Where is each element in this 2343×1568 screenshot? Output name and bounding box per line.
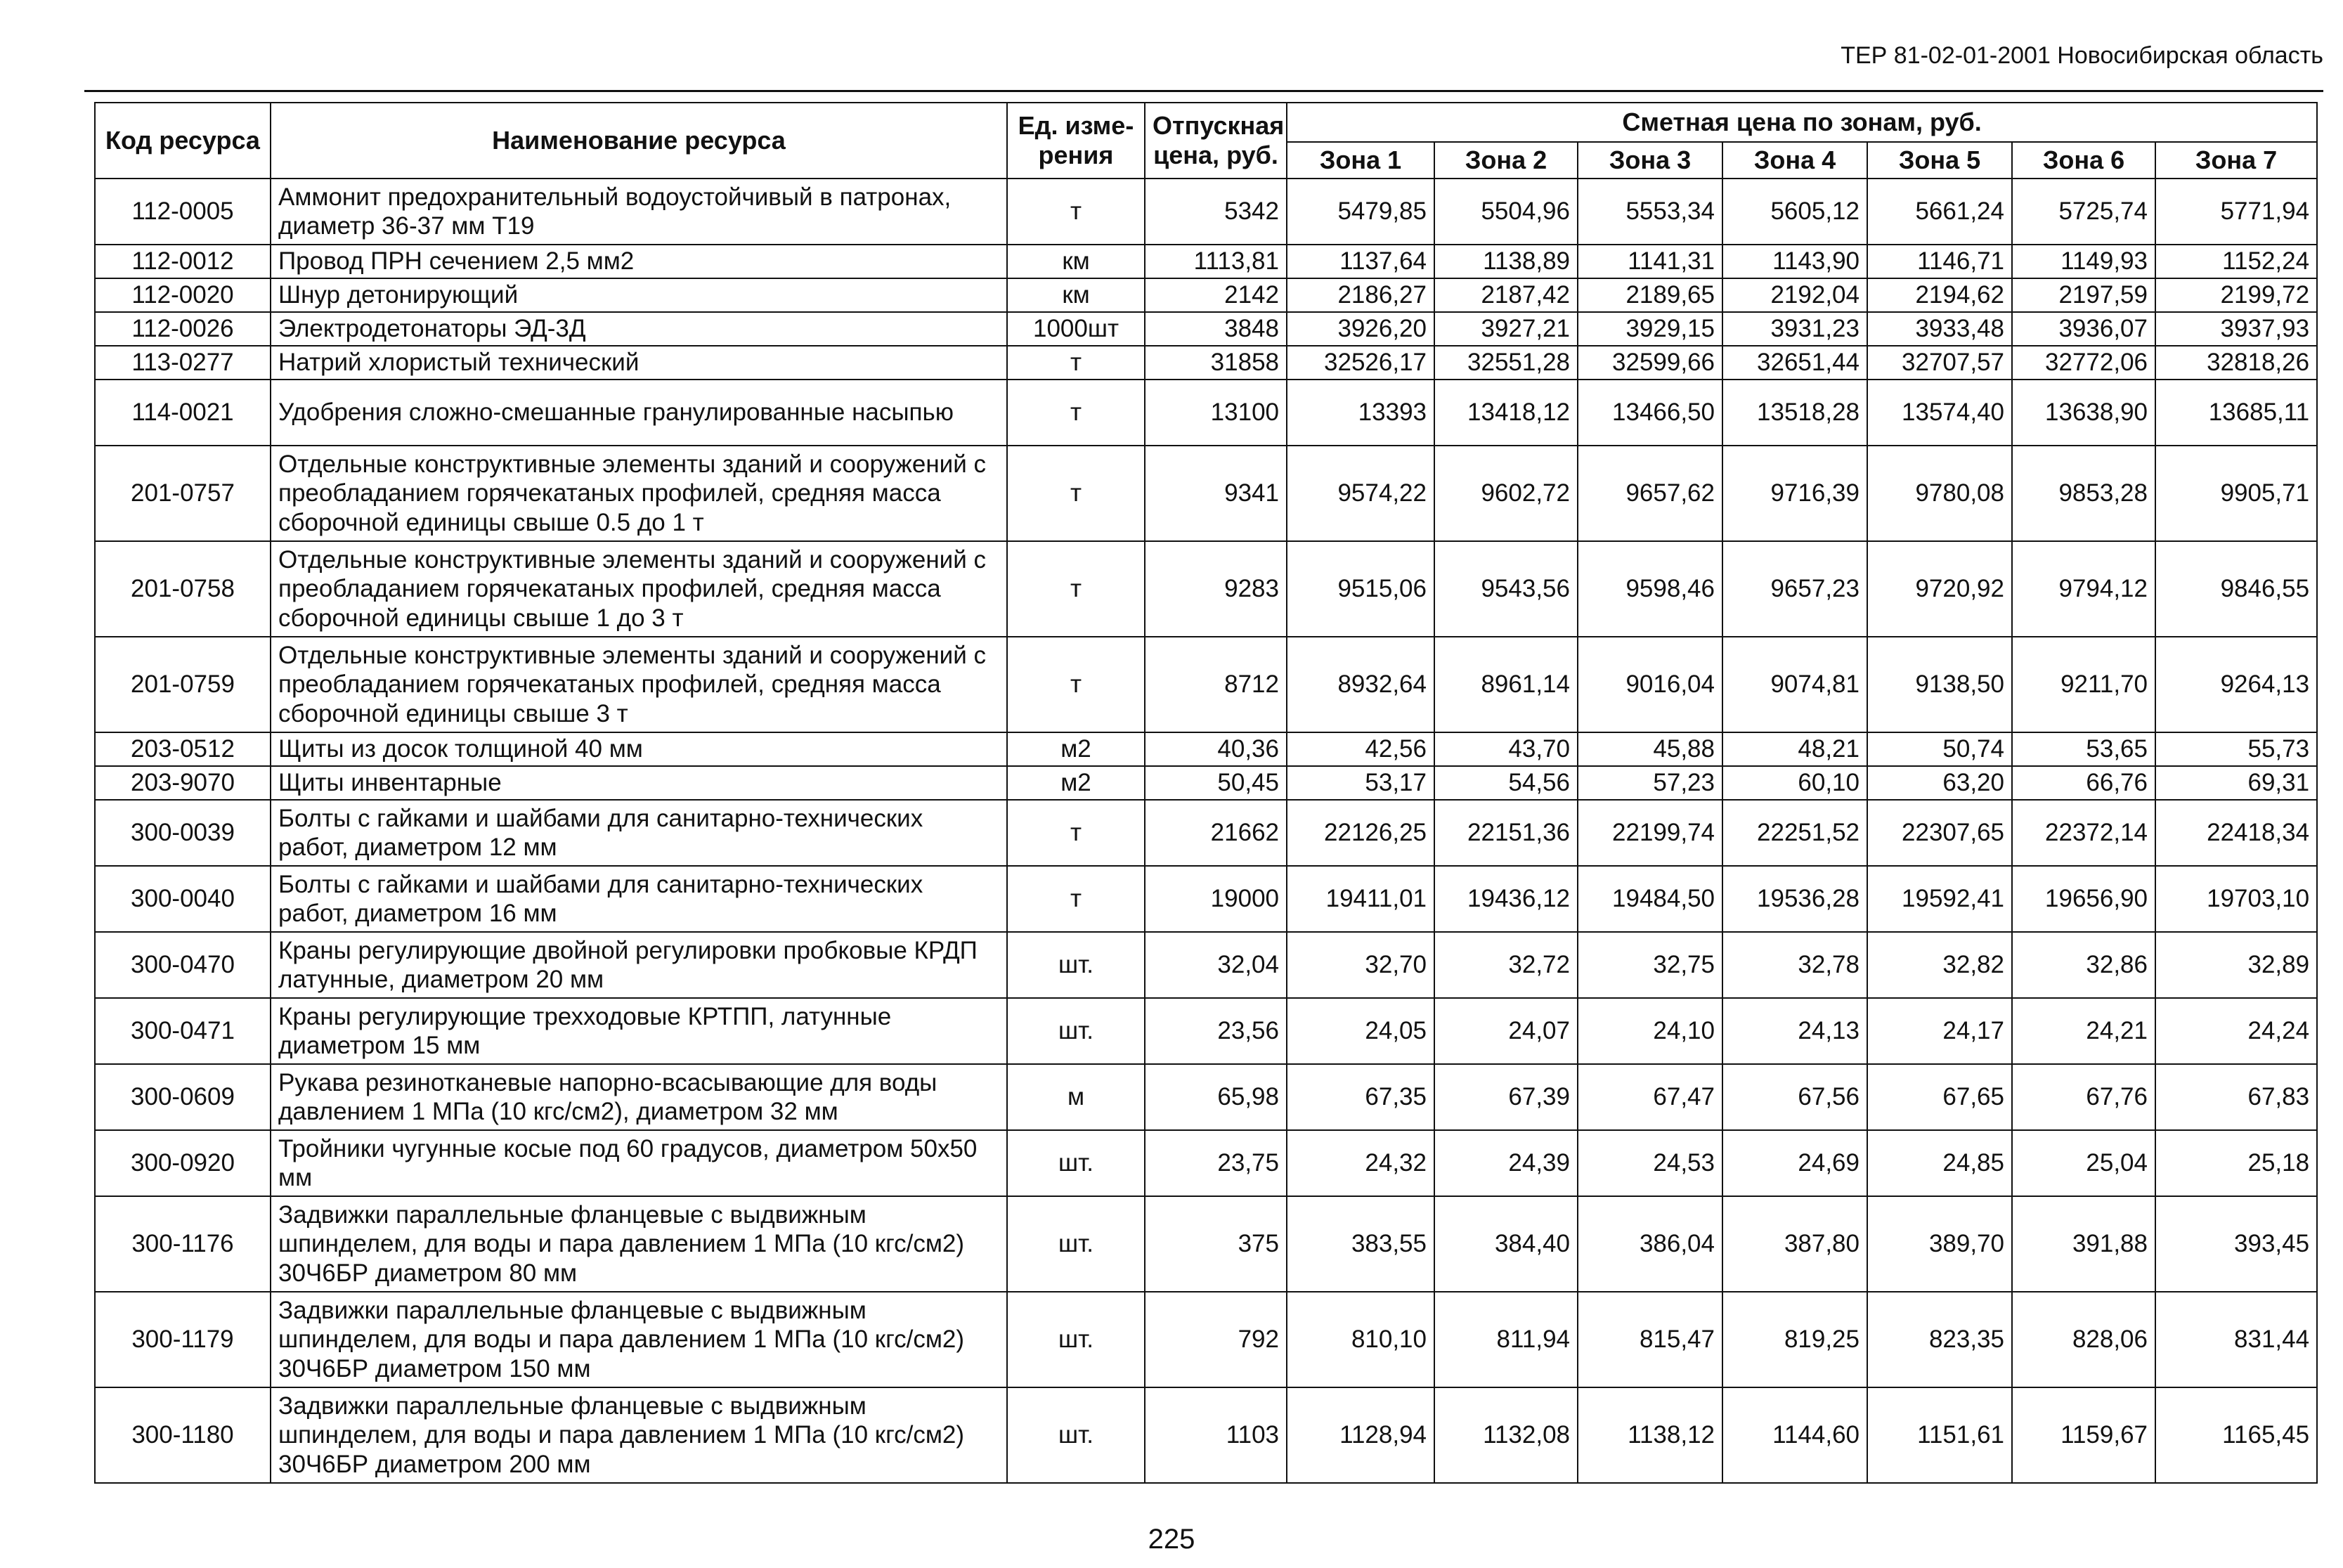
release-price-cell: 40,36	[1145, 732, 1287, 766]
col-header-zone-6: Зона 6	[2012, 142, 2155, 179]
zone-1-price-cell: 24,05	[1287, 998, 1434, 1064]
zone-5-price-cell: 19592,41	[1867, 866, 2012, 932]
col-header-unit: Ед. изме-рения	[1007, 103, 1145, 179]
unit-cell: км	[1007, 245, 1145, 278]
zone-1-price-cell: 8932,64	[1287, 637, 1434, 732]
zone-2-price-cell: 13418,12	[1434, 380, 1578, 446]
unit-cell: т	[1007, 179, 1145, 245]
zone-6-price-cell: 9794,12	[2012, 541, 2155, 637]
resource-name-cell: Тройники чугунные косые под 60 градусов, диаметром 50х50 мм	[271, 1130, 1007, 1196]
zone-6-price-cell: 9211,70	[2012, 637, 2155, 732]
resource-code-cell: 203-9070	[95, 766, 271, 800]
zone-3-price-cell: 13466,50	[1578, 380, 1722, 446]
unit-cell: 1000шт	[1007, 312, 1145, 346]
zone-7-price-cell: 24,24	[2155, 998, 2317, 1064]
resource-code-cell: 203-0512	[95, 732, 271, 766]
zone-6-price-cell: 5725,74	[2012, 179, 2155, 245]
zone-5-price-cell: 9138,50	[1867, 637, 2012, 732]
zone-4-price-cell: 19536,28	[1722, 866, 1867, 932]
zone-7-price-cell: 9264,13	[2155, 637, 2317, 732]
col-header-zone-4: Зона 4	[1722, 142, 1867, 179]
zone-2-price-cell: 811,94	[1434, 1292, 1578, 1387]
table-row	[95, 446, 2317, 541]
zone-2-price-cell: 9602,72	[1434, 446, 1578, 541]
resource-name-cell: Отдельные конструктивные элементы зданий и сооружений с преобладанием горячекатаных профилей, средняя масса сборочной единицы свыше 0.5 до 1 т	[271, 446, 1007, 541]
resource-code-cell: 300-0920	[95, 1130, 271, 1196]
unit-cell: шт.	[1007, 1196, 1145, 1292]
release-price-cell: 31858	[1145, 346, 1287, 380]
resource-code-cell: 201-0759	[95, 637, 271, 732]
zone-6-price-cell: 1159,67	[2012, 1387, 2155, 1483]
zone-7-price-cell: 5771,94	[2155, 179, 2317, 245]
unit-cell: т	[1007, 637, 1145, 732]
zone-5-price-cell: 389,70	[1867, 1196, 2012, 1292]
table-row	[95, 932, 2317, 998]
zone-6-price-cell: 53,65	[2012, 732, 2155, 766]
resource-code-cell: 300-0039	[95, 800, 271, 866]
unit-cell: м2	[1007, 732, 1145, 766]
zone-3-price-cell: 32599,66	[1578, 346, 1722, 380]
zone-1-price-cell: 24,32	[1287, 1130, 1434, 1196]
unit-cell: м2	[1007, 766, 1145, 800]
resource-price-table	[94, 102, 2318, 1484]
zone-4-price-cell: 9657,23	[1722, 541, 1867, 637]
resource-name-cell: Задвижки параллельные фланцевые с выдвижным шпинделем, для воды и пара давлением 1 МПа (10 кгс/см2) 30Ч6БР диаметром 80 мм	[271, 1196, 1007, 1292]
resource-name-cell: Щиты из досок толщиной 40 мм	[271, 732, 1007, 766]
release-price-cell: 19000	[1145, 866, 1287, 932]
resource-name-cell: Удобрения сложно-смешанные гранулированные насыпью	[271, 380, 1007, 446]
zone-7-price-cell: 831,44	[2155, 1292, 2317, 1387]
resource-code-cell: 300-0470	[95, 932, 271, 998]
resource-code-cell: 112-0020	[95, 278, 271, 312]
zone-3-price-cell: 57,23	[1578, 766, 1722, 800]
zone-6-price-cell: 24,21	[2012, 998, 2155, 1064]
resource-name-cell: Рукава резинотканевые напорно-всасывающие для воды давлением 1 МПа (10 кгс/см2), диаметром 32 мм	[271, 1064, 1007, 1130]
zone-1-price-cell: 2186,27	[1287, 278, 1434, 312]
col-header-zone-7: Зона 7	[2155, 142, 2317, 179]
zone-1-price-cell: 3926,20	[1287, 312, 1434, 346]
resource-code-cell: 300-0040	[95, 866, 271, 932]
zone-4-price-cell: 1143,90	[1722, 245, 1867, 278]
zone-2-price-cell: 2187,42	[1434, 278, 1578, 312]
zone-6-price-cell: 1149,93	[2012, 245, 2155, 278]
table-row	[95, 346, 2317, 380]
zone-7-price-cell: 1152,24	[2155, 245, 2317, 278]
unit-cell: шт.	[1007, 1130, 1145, 1196]
zone-2-price-cell: 24,07	[1434, 998, 1578, 1064]
zone-4-price-cell: 5605,12	[1722, 179, 1867, 245]
table-row	[95, 866, 2317, 932]
zone-4-price-cell: 1144,60	[1722, 1387, 1867, 1483]
zone-6-price-cell: 67,76	[2012, 1064, 2155, 1130]
resource-code-cell: 300-0471	[95, 998, 271, 1064]
col-header-code: Код ресурса	[95, 103, 271, 179]
release-price-cell: 23,75	[1145, 1130, 1287, 1196]
table-row	[95, 312, 2317, 346]
table-row	[95, 800, 2317, 866]
zone-3-price-cell: 9598,46	[1578, 541, 1722, 637]
zone-5-price-cell: 13574,40	[1867, 380, 2012, 446]
zone-3-price-cell: 19484,50	[1578, 866, 1722, 932]
zone-5-price-cell: 5661,24	[1867, 179, 2012, 245]
zone-3-price-cell: 1141,31	[1578, 245, 1722, 278]
zone-6-price-cell: 9853,28	[2012, 446, 2155, 541]
resource-code-cell: 201-0758	[95, 541, 271, 637]
unit-cell: т	[1007, 446, 1145, 541]
zone-1-price-cell: 9574,22	[1287, 446, 1434, 541]
zone-4-price-cell: 2192,04	[1722, 278, 1867, 312]
zone-3-price-cell: 3929,15	[1578, 312, 1722, 346]
unit-cell: т	[1007, 346, 1145, 380]
zone-2-price-cell: 24,39	[1434, 1130, 1578, 1196]
col-header-price: Отпускная цена, руб.	[1145, 103, 1287, 179]
resource-name-cell: Отдельные конструктивные элементы зданий и сооружений с преобладанием горячекатаных профилей, средняя масса сборочной единицы свыше 1 до 3 т	[271, 541, 1007, 637]
resource-name-cell: Задвижки параллельные фланцевые с выдвижным шпинделем, для воды и пара давлением 1 МПа (10 кгс/см2) 30Ч6БР диаметром 200 мм	[271, 1387, 1007, 1483]
unit-cell: шт.	[1007, 1387, 1145, 1483]
zone-2-price-cell: 22151,36	[1434, 800, 1578, 866]
zone-7-price-cell: 13685,11	[2155, 380, 2317, 446]
zone-3-price-cell: 386,04	[1578, 1196, 1722, 1292]
release-price-cell: 1113,81	[1145, 245, 1287, 278]
resource-name-cell: Болты с гайками и шайбами для санитарно-технических работ, диаметром 12 мм	[271, 800, 1007, 866]
zone-2-price-cell: 43,70	[1434, 732, 1578, 766]
resource-code-cell: 112-0026	[95, 312, 271, 346]
unit-cell: шт.	[1007, 932, 1145, 998]
unit-cell: т	[1007, 380, 1145, 446]
zone-3-price-cell: 24,10	[1578, 998, 1722, 1064]
release-price-cell: 2142	[1145, 278, 1287, 312]
table-row	[95, 278, 2317, 312]
header-divider	[84, 90, 2323, 92]
zone-4-price-cell: 32,78	[1722, 932, 1867, 998]
zone-2-price-cell: 5504,96	[1434, 179, 1578, 245]
table-row	[95, 245, 2317, 278]
col-header-zone-2: Зона 2	[1434, 142, 1578, 179]
release-price-cell: 375	[1145, 1196, 1287, 1292]
zone-5-price-cell: 2194,62	[1867, 278, 2012, 312]
col-header-zone-3: Зона 3	[1578, 142, 1722, 179]
zone-4-price-cell: 3931,23	[1722, 312, 1867, 346]
resource-name-cell: Болты с гайками и шайбами для санитарно-технических работ, диаметром 16 мм	[271, 866, 1007, 932]
page-number: 225	[1148, 1524, 1195, 1555]
table-row	[95, 1292, 2317, 1387]
resource-name-cell: Щиты инвентарные	[271, 766, 1007, 800]
zone-1-price-cell: 9515,06	[1287, 541, 1434, 637]
zone-2-price-cell: 67,39	[1434, 1064, 1578, 1130]
table-header-row-1	[95, 103, 2317, 142]
zone-6-price-cell: 66,76	[2012, 766, 2155, 800]
zone-4-price-cell: 24,69	[1722, 1130, 1867, 1196]
zone-6-price-cell: 391,88	[2012, 1196, 2155, 1292]
zone-7-price-cell: 32,89	[2155, 932, 2317, 998]
resource-name-cell: Электродетонаторы ЭД-3Д	[271, 312, 1007, 346]
zone-3-price-cell: 815,47	[1578, 1292, 1722, 1387]
resource-code-cell: 300-0609	[95, 1064, 271, 1130]
zone-4-price-cell: 819,25	[1722, 1292, 1867, 1387]
zone-5-price-cell: 24,85	[1867, 1130, 2012, 1196]
resource-name-cell: Натрий хлористый технический	[271, 346, 1007, 380]
table-row	[95, 998, 2317, 1064]
zone-7-price-cell: 3937,93	[2155, 312, 2317, 346]
zone-7-price-cell: 67,83	[2155, 1064, 2317, 1130]
release-price-cell: 21662	[1145, 800, 1287, 866]
zone-5-price-cell: 1151,61	[1867, 1387, 2012, 1483]
unit-cell: т	[1007, 541, 1145, 637]
zone-4-price-cell: 60,10	[1722, 766, 1867, 800]
zone-4-price-cell: 13518,28	[1722, 380, 1867, 446]
zone-6-price-cell: 25,04	[2012, 1130, 2155, 1196]
col-header-zone-5: Зона 5	[1867, 142, 2012, 179]
zone-3-price-cell: 32,75	[1578, 932, 1722, 998]
col-header-zone-1: Зона 1	[1287, 142, 1434, 179]
zone-3-price-cell: 24,53	[1578, 1130, 1722, 1196]
col-header-zones-group: Сметная цена по зонам, руб.	[1287, 103, 2317, 142]
release-price-cell: 792	[1145, 1292, 1287, 1387]
zone-7-price-cell: 1165,45	[2155, 1387, 2317, 1483]
zone-3-price-cell: 9657,62	[1578, 446, 1722, 541]
zone-3-price-cell: 9016,04	[1578, 637, 1722, 732]
zone-7-price-cell: 393,45	[2155, 1196, 2317, 1292]
zone-3-price-cell: 67,47	[1578, 1064, 1722, 1130]
resource-code-cell: 113-0277	[95, 346, 271, 380]
resource-name-cell: Шнур детонирующий	[271, 278, 1007, 312]
release-price-cell: 32,04	[1145, 932, 1287, 998]
zone-5-price-cell: 32707,57	[1867, 346, 2012, 380]
zone-4-price-cell: 9716,39	[1722, 446, 1867, 541]
zone-2-price-cell: 1138,89	[1434, 245, 1578, 278]
zone-2-price-cell: 9543,56	[1434, 541, 1578, 637]
zone-7-price-cell: 69,31	[2155, 766, 2317, 800]
zone-6-price-cell: 22372,14	[2012, 800, 2155, 866]
table-row	[95, 541, 2317, 637]
document-header-title: ТЕР 81-02-01-2001 Новосибирская область	[1841, 42, 2323, 69]
resource-code-cell: 300-1176	[95, 1196, 271, 1292]
zone-6-price-cell: 32772,06	[2012, 346, 2155, 380]
zone-5-price-cell: 24,17	[1867, 998, 2012, 1064]
zone-1-price-cell: 1128,94	[1287, 1387, 1434, 1483]
zone-7-price-cell: 32818,26	[2155, 346, 2317, 380]
release-price-cell: 9283	[1145, 541, 1287, 637]
release-price-cell: 1103	[1145, 1387, 1287, 1483]
resource-name-cell: Провод ПРН сечением 2,5 мм2	[271, 245, 1007, 278]
release-price-cell: 50,45	[1145, 766, 1287, 800]
zone-1-price-cell: 32,70	[1287, 932, 1434, 998]
resource-name-cell: Задвижки параллельные фланцевые с выдвижным шпинделем, для воды и пара давлением 1 МПа (10 кгс/см2) 30Ч6БР диаметром 150 мм	[271, 1292, 1007, 1387]
zone-1-price-cell: 67,35	[1287, 1064, 1434, 1130]
resource-name-cell: Аммонит предохранительный водоустойчивый в патронах, диаметр 36-37 мм Т19	[271, 179, 1007, 245]
table-row	[95, 380, 2317, 446]
table-row	[95, 1130, 2317, 1196]
zone-3-price-cell: 22199,74	[1578, 800, 1722, 866]
table-row	[95, 1064, 2317, 1130]
zone-2-price-cell: 32,72	[1434, 932, 1578, 998]
release-price-cell: 13100	[1145, 380, 1287, 446]
zone-4-price-cell: 32651,44	[1722, 346, 1867, 380]
zone-2-price-cell: 8961,14	[1434, 637, 1578, 732]
zone-5-price-cell: 1146,71	[1867, 245, 2012, 278]
zone-7-price-cell: 55,73	[2155, 732, 2317, 766]
zone-3-price-cell: 45,88	[1578, 732, 1722, 766]
zone-2-price-cell: 19436,12	[1434, 866, 1578, 932]
zone-5-price-cell: 32,82	[1867, 932, 2012, 998]
release-price-cell: 23,56	[1145, 998, 1287, 1064]
unit-cell: км	[1007, 278, 1145, 312]
unit-cell: т	[1007, 800, 1145, 866]
zone-7-price-cell: 2199,72	[2155, 278, 2317, 312]
zone-4-price-cell: 67,56	[1722, 1064, 1867, 1130]
table-row	[95, 1387, 2317, 1483]
zone-6-price-cell: 13638,90	[2012, 380, 2155, 446]
release-price-cell: 9341	[1145, 446, 1287, 541]
unit-cell: шт.	[1007, 998, 1145, 1064]
zone-1-price-cell: 1137,64	[1287, 245, 1434, 278]
table-row	[95, 179, 2317, 245]
resource-code-cell: 114-0021	[95, 380, 271, 446]
zone-3-price-cell: 2189,65	[1578, 278, 1722, 312]
zone-6-price-cell: 32,86	[2012, 932, 2155, 998]
zone-1-price-cell: 32526,17	[1287, 346, 1434, 380]
release-price-cell: 8712	[1145, 637, 1287, 732]
zone-2-price-cell: 1132,08	[1434, 1387, 1578, 1483]
table-row	[95, 1196, 2317, 1292]
zone-3-price-cell: 5553,34	[1578, 179, 1722, 245]
zone-3-price-cell: 1138,12	[1578, 1387, 1722, 1483]
table-row	[95, 766, 2317, 800]
zone-2-price-cell: 32551,28	[1434, 346, 1578, 380]
zone-1-price-cell: 13393	[1287, 380, 1434, 446]
zone-5-price-cell: 823,35	[1867, 1292, 2012, 1387]
zone-7-price-cell: 9846,55	[2155, 541, 2317, 637]
zone-5-price-cell: 9780,08	[1867, 446, 2012, 541]
zone-7-price-cell: 22418,34	[2155, 800, 2317, 866]
resource-code-cell: 300-1180	[95, 1387, 271, 1483]
resource-name-cell: Отдельные конструктивные элементы зданий и сооружений с преобладанием горячекатаных профилей, средняя масса сборочной единицы свыше 3 т	[271, 637, 1007, 732]
zone-4-price-cell: 22251,52	[1722, 800, 1867, 866]
unit-cell: т	[1007, 866, 1145, 932]
resource-code-cell: 112-0012	[95, 245, 271, 278]
zone-7-price-cell: 9905,71	[2155, 446, 2317, 541]
zone-1-price-cell: 53,17	[1287, 766, 1434, 800]
resource-name-cell: Краны регулирующие трехходовые КРТПП, латунные диаметром 15 мм	[271, 998, 1007, 1064]
zone-1-price-cell: 19411,01	[1287, 866, 1434, 932]
resource-code-cell: 201-0757	[95, 446, 271, 541]
zone-6-price-cell: 828,06	[2012, 1292, 2155, 1387]
zone-4-price-cell: 387,80	[1722, 1196, 1867, 1292]
zone-2-price-cell: 3927,21	[1434, 312, 1578, 346]
zone-1-price-cell: 22126,25	[1287, 800, 1434, 866]
zone-5-price-cell: 67,65	[1867, 1064, 2012, 1130]
zone-2-price-cell: 54,56	[1434, 766, 1578, 800]
zone-5-price-cell: 3933,48	[1867, 312, 2012, 346]
zone-6-price-cell: 19656,90	[2012, 866, 2155, 932]
release-price-cell: 65,98	[1145, 1064, 1287, 1130]
resource-code-cell: 300-1179	[95, 1292, 271, 1387]
zone-4-price-cell: 9074,81	[1722, 637, 1867, 732]
zone-6-price-cell: 3936,07	[2012, 312, 2155, 346]
zone-2-price-cell: 384,40	[1434, 1196, 1578, 1292]
zone-1-price-cell: 383,55	[1287, 1196, 1434, 1292]
release-price-cell: 5342	[1145, 179, 1287, 245]
release-price-cell: 3848	[1145, 312, 1287, 346]
zone-1-price-cell: 5479,85	[1287, 179, 1434, 245]
zone-7-price-cell: 19703,10	[2155, 866, 2317, 932]
unit-cell: шт.	[1007, 1292, 1145, 1387]
zone-5-price-cell: 63,20	[1867, 766, 2012, 800]
unit-cell: м	[1007, 1064, 1145, 1130]
col-header-name: Наименование ресурса	[271, 103, 1007, 179]
zone-4-price-cell: 48,21	[1722, 732, 1867, 766]
zone-1-price-cell: 810,10	[1287, 1292, 1434, 1387]
table-row	[95, 637, 2317, 732]
zone-5-price-cell: 9720,92	[1867, 541, 2012, 637]
zone-4-price-cell: 24,13	[1722, 998, 1867, 1064]
zone-5-price-cell: 50,74	[1867, 732, 2012, 766]
zone-6-price-cell: 2197,59	[2012, 278, 2155, 312]
zone-7-price-cell: 25,18	[2155, 1130, 2317, 1196]
table-row	[95, 732, 2317, 766]
resource-code-cell: 112-0005	[95, 179, 271, 245]
zone-1-price-cell: 42,56	[1287, 732, 1434, 766]
zone-5-price-cell: 22307,65	[1867, 800, 2012, 866]
resource-name-cell: Краны регулирующие двойной регулировки пробковые КРДП латунные, диаметром 20 мм	[271, 932, 1007, 998]
